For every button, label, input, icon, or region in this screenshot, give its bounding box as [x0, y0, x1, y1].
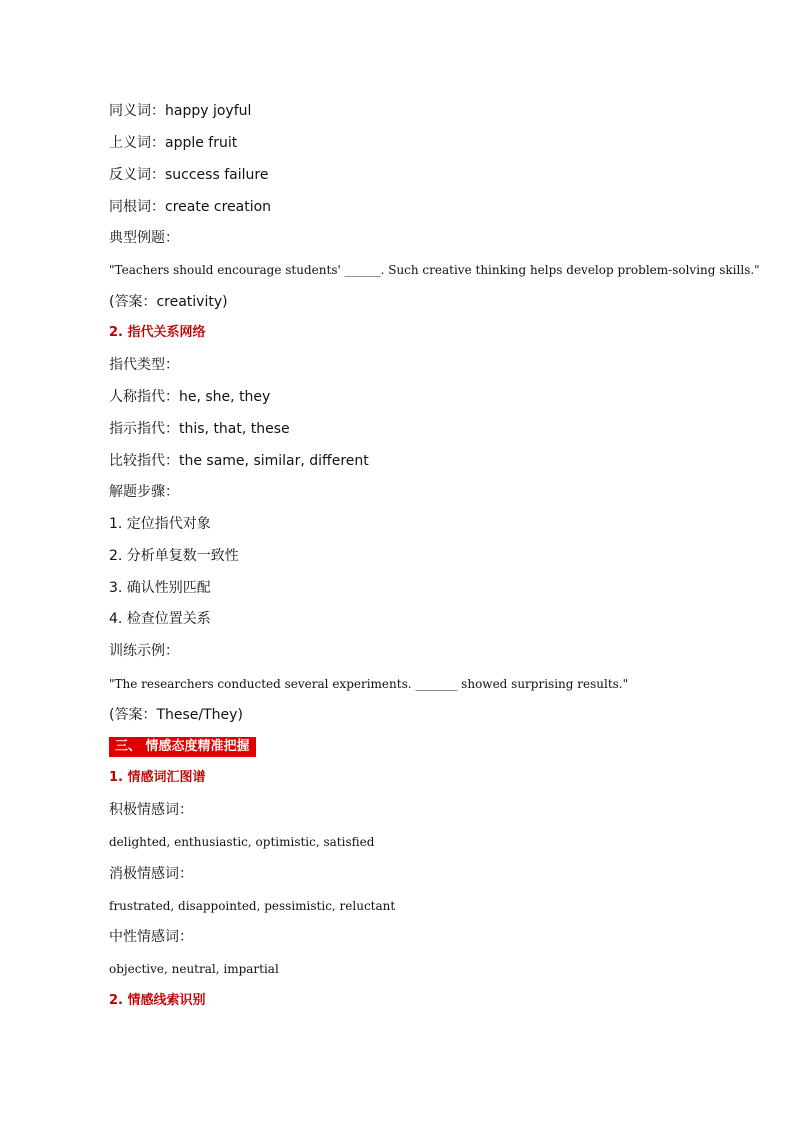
steps-heading: 解题步骤： [109, 484, 179, 500]
example-heading: 典型例题： [109, 230, 179, 246]
negative-words: frustrated, disappointed, pessimistic, reluctant [109, 899, 396, 913]
personal-reference-line: 人称指代：he, she, they [109, 389, 271, 405]
example-sentence: "Teachers should encourage students' ______. Such creative thinking helps develop problem-solving skills." [109, 263, 760, 277]
synonym-line: 同义词：happy joyful [109, 103, 252, 119]
negative-words-heading: 消极情感词： [109, 866, 193, 882]
positive-words: delighted, enthusiastic, optimistic, satisfied [109, 835, 375, 849]
step-3: 3. 确认性别匹配 [109, 580, 211, 596]
reference-types-heading: 指代类型： [109, 357, 179, 373]
demonstrative-reference-line: 指示指代：this, that, these [109, 421, 290, 437]
antonym-line: 反义词：success failure [109, 167, 269, 183]
step-4: 4. 检查位置关系 [109, 611, 211, 627]
section-banner: 三、 情感态度精准把握 [109, 737, 256, 757]
neutral-words-heading: 中性情感词： [109, 929, 193, 945]
step-2: 2. 分析单复数一致性 [109, 548, 239, 564]
practice-answer: (答案：These/They) [109, 707, 243, 723]
cognate-line: 同根词：create creation [109, 199, 272, 215]
practice-sentence: "The researchers conducted several experiments. _______ showed surprising results." [109, 677, 629, 691]
section-title-emotion-clues: 2. 情感线索识别 [109, 993, 206, 1008]
comparative-reference-line: 比较指代：the same, similar, different [109, 453, 369, 469]
section-title-emotion-lexicon: 1. 情感词汇图谱 [109, 770, 206, 785]
neutral-words: objective, neutral, impartial [109, 962, 279, 976]
hypernym-line: 上义词：apple fruit [109, 135, 238, 151]
positive-words-heading: 积极情感词： [109, 802, 193, 818]
section-title-reference-network: 2. 指代关系网络 [109, 325, 206, 340]
step-1: 1. 定位指代对象 [109, 516, 211, 532]
practice-heading: 训练示例： [109, 643, 179, 659]
example-answer: (答案：creativity) [109, 294, 228, 310]
